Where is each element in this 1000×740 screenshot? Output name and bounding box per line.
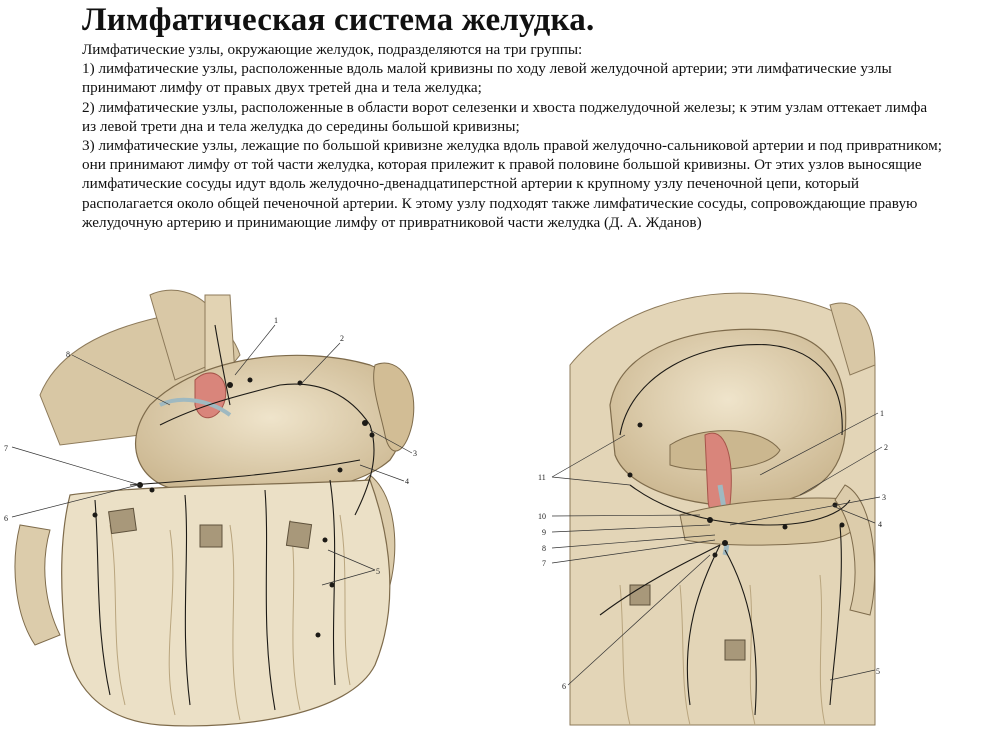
left-callout-6: 6 [4, 514, 8, 523]
left-callout-5: 5 [376, 567, 380, 576]
left-illustration [0, 285, 470, 735]
body-text [82, 40, 942, 232]
right-callout-4: 4 [878, 520, 882, 529]
right-callout-3: 3 [882, 493, 886, 502]
right-illustration [530, 285, 995, 735]
left-callout-4: 4 [405, 477, 409, 486]
right-callout-9: 9 [542, 528, 546, 537]
group-2-paragraph: 2) лимфатические узлы, расположенные в области ворот селезенки и хвоста поджелудочной железы; к этим узлам оттекает лимфа из левой трети дна и тела желудка до середины большой кривизны; [82, 98, 928, 135]
left-callout-3: 3 [413, 449, 417, 458]
right-callout-6: 6 [562, 682, 566, 691]
right-callout-10: 10 [538, 512, 546, 521]
right-callout-1: 1 [880, 409, 884, 418]
left-callout-7: 7 [4, 444, 8, 453]
right-callout-7: 7 [542, 559, 546, 568]
group-3-paragraph: 3) лимфатические узлы, лежащие по большой кривизне желудка вдоль правой желудочно-сальниковой артерии и под привратником; они принимают лимфу от той части желудка, которая прилежит к правой половине большой кривизны. От этих узлов выносящие лимфатические сосуды идут вдоль желудочно-двенадцатиперстной артерии к крупному узлу печеночной цепи, который располагается около общей печеночной артерии. К этому узлу подходят также лимфатические сосуды, сопровождающие правую желудочную артерию и принимающие лимфу от привратниковой части желудка (Д. А. Жданов) [82, 137, 942, 231]
left-callout-8: 8 [66, 350, 70, 359]
right-callout-8: 8 [542, 544, 546, 553]
right-callout-2: 2 [884, 443, 888, 452]
group-1-paragraph: 1) лимфатические узлы, расположенные вдоль малой кривизны по ходу левой желудочной артерии; эти лимфатические узлы принимают лимфу от правых двух третей дна и тела желудка; [82, 60, 892, 97]
colon-left-shape [15, 525, 60, 645]
page-title: Лимфатическая система желудка. [82, 2, 595, 38]
right-callout-5: 5 [876, 667, 880, 676]
intro-paragraph: Лимфатические узлы, окружающие желудок, подразделяются на три группы: [82, 41, 583, 58]
left-callout-2: 2 [340, 334, 344, 343]
left-callout-1: 1 [274, 316, 278, 325]
right-callout-11: 11 [538, 473, 546, 482]
